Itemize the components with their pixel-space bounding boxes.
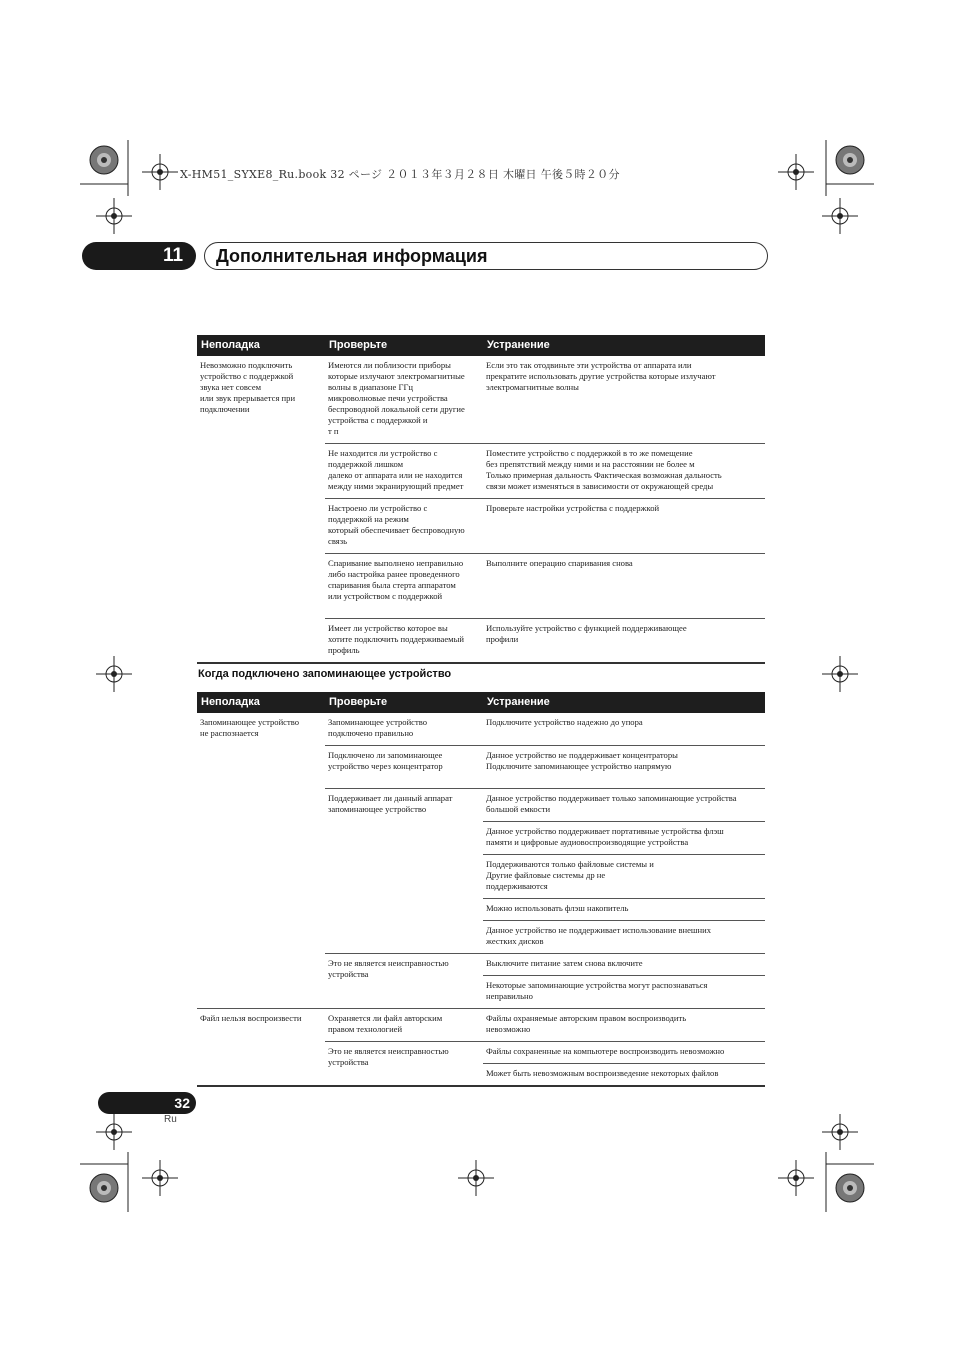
fix-cell: Поддерживаются только файловые системы и Другие файловые системы др не поддерживаются (483, 855, 765, 899)
table-row (197, 356, 765, 444)
table-header-row (197, 692, 765, 713)
check-cell: Охраняется ли файл авторским правом технологией (325, 1009, 483, 1042)
fix-cell: Данное устройство не поддерживает использование внешних жестких дисков (483, 921, 765, 954)
check-cell: Имеются ли поблизости приборы которые излучают электромагнитные волны в диапазоне ГГц микроволновые печи устройства беспроводной локальной сети другие устройства с поддержкой и т п (325, 356, 483, 444)
header-fix: Устранение (483, 335, 765, 356)
chapter-title: Дополнительная информация (216, 246, 488, 266)
header-check: Проверьте (325, 692, 483, 713)
fix-cell: Можно использовать флэш накопитель (483, 899, 765, 921)
table-header-row (197, 335, 765, 356)
fix-cell: Используйте устройство с функцией поддерживающее профили (483, 619, 765, 664)
fix-cell: Некоторые запоминающие устройства могут распознаваться неправильно (483, 976, 765, 1009)
problem-cell: Файл нельзя воспроизвести (197, 1009, 325, 1087)
header-problem: Неполадка (197, 335, 325, 356)
fix-cell: Поместите устройство с поддержкой в то же помещение без препятствий между ними и на расстоянии не более м Только примерная дальность Фактическая возможная дальность связи может изменяться в зависимости от окружающей среды (483, 444, 765, 499)
check-cell: Спаривание выполнено неправильно либо настройка ранее проведенного спаривания была стерта аппаратом или устройством с поддержкой (325, 554, 483, 619)
chapter-number: 11 (162, 245, 184, 266)
page-language: Ru (164, 1114, 177, 1125)
fix-cell: Выполните операцию спаривания снова (483, 554, 765, 619)
problem-cell: Невозможно подключить устройство с поддержкой звука нет совсем или звук прерывается при подключении (197, 356, 325, 663)
troubleshooting-table-storage (197, 692, 765, 1087)
header-fix: Устранение (483, 692, 765, 713)
table-row (197, 1009, 765, 1042)
print-header: X-HM51_SYXE8_Ru.book 32 ページ ２０１３年３月２８日 木曜日 午後５時２０分 (180, 168, 620, 181)
fix-cell: Файлы охраняемые авторским правом воспроизводить невозможно (483, 1009, 765, 1042)
fix-cell: Может быть невозможным воспроизведение некоторых файлов (483, 1064, 765, 1087)
page-number: 32 (174, 1095, 190, 1111)
check-cell: Настроено ли устройство с поддержкой на режим который обеспечивает беспроводную связь (325, 499, 483, 554)
fix-cell: Проверьте настройки устройства с поддержкой (483, 499, 765, 554)
problem-cell: Запоминающее устройство не распознается (197, 713, 325, 1009)
fix-cell: Если это так отодвиньте эти устройства от аппарата или прекратите использовать другие устройства которые излучают электромагнитные волны (483, 356, 765, 444)
check-cell: Запоминающее устройство подключено правильно (325, 713, 483, 746)
section-title-storage: Когда подключено запоминающее устройство (198, 668, 452, 680)
fix-cell: Данное устройство поддерживает портативные устройства флэш памяти и цифровые аудиовоспроизводящие устройства (483, 822, 765, 855)
check-cell: Это не является неисправностью устройства (325, 1042, 483, 1087)
fix-cell: Данное устройство не поддерживает концентраторы Подключите запоминающее устройство напрямую (483, 746, 765, 789)
header-check: Проверьте (325, 335, 483, 356)
check-cell: Подключено ли запоминающее устройство через концентратор (325, 746, 483, 789)
check-cell: Не находится ли устройство с поддержкой лишком далеко от аппарата или не находится между ними экранирующий предмет (325, 444, 483, 499)
check-cell: Имеет ли устройство которое вы хотите подключить поддерживаемый профиль (325, 619, 483, 664)
fix-cell: Данное устройство поддерживает только запоминающие устройства большой емкости (483, 789, 765, 822)
fix-cell: Подключите устройство надежно до упора (483, 713, 765, 746)
table-row (197, 713, 765, 746)
troubleshooting-table-bluetooth (197, 335, 765, 664)
fix-cell: Файлы сохраненные на компьютере воспроизводить невозможно (483, 1042, 765, 1064)
check-cell: Это не является неисправностью устройства (325, 954, 483, 1009)
fix-cell: Выключите питание затем снова включите (483, 954, 765, 976)
header-problem: Неполадка (197, 692, 325, 713)
check-cell: Поддерживает ли данный аппарат запоминающее устройство (325, 789, 483, 954)
